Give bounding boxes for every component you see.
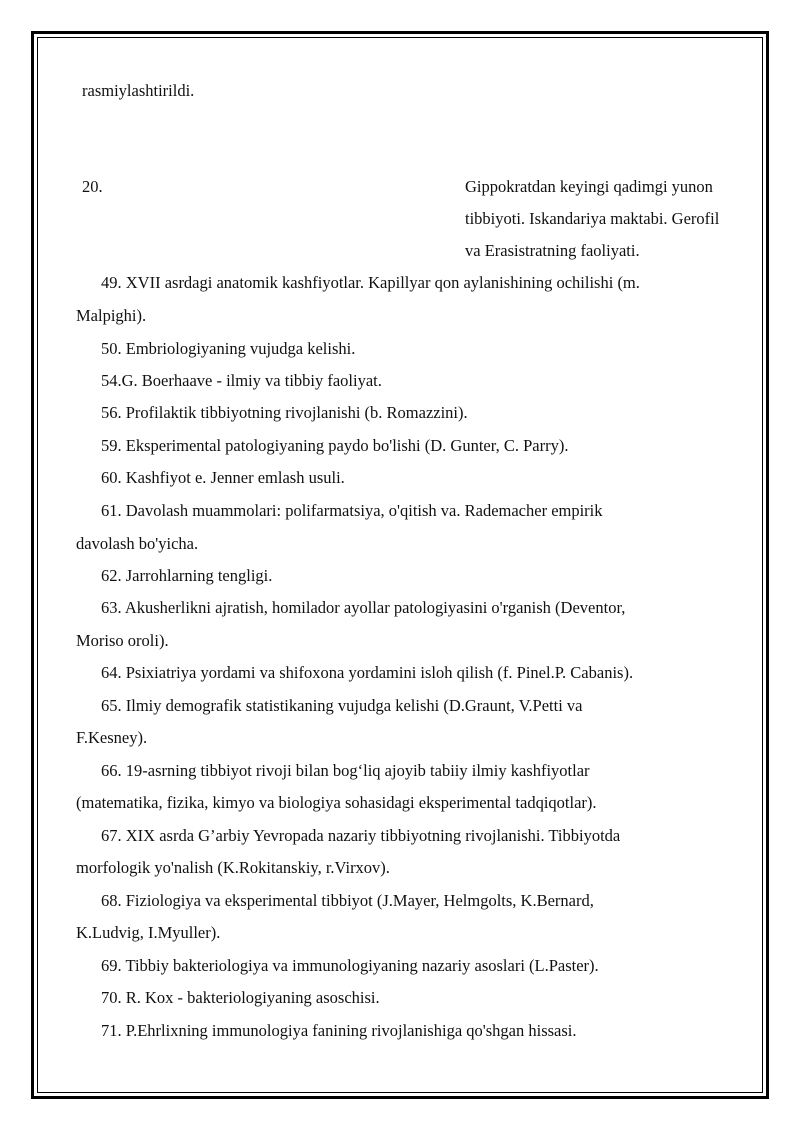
list-item-line: 49. XVII asrdagi anatomik kashfiyotlar. Kapillyar qon aylanishining ochilishi (m. bbox=[101, 273, 640, 292]
item-20-line: Gippokratdan keyingi qadimgi yunon bbox=[465, 177, 713, 196]
list-item-line: 60. Kashfiyot e. Jenner emlash usuli. bbox=[101, 468, 345, 487]
list-item-line: 66. 19-asrning tibbiyot rivoji bilan bog‘liq ajoyib tabiiy ilmiy kashfiyotlar bbox=[101, 761, 590, 780]
list-item-line: 62. Jarrohlarning tengligi. bbox=[101, 566, 273, 585]
list-item-line: 61. Davolash muammolari: polifarmatsiya, o'qitish va. Rademacher empirik bbox=[101, 501, 603, 520]
list-item-line: Moriso oroli). bbox=[76, 631, 169, 650]
list-item-line: 71. P.Ehrlixning immunologiya fanining rivojlanishiga qo'shgan hissasi. bbox=[101, 1021, 577, 1040]
list-item-line: K.Ludvig, I.Myuller). bbox=[76, 923, 221, 942]
list-item-line: 69. Tibbiy bakteriologiya va immunologiyaning nazariy asoslari (L.Paster). bbox=[101, 956, 599, 975]
list-item-line: F.Kesney). bbox=[76, 728, 148, 747]
list-item-line: 50. Embriologiyaning vujudga kelishi. bbox=[101, 339, 356, 358]
list-item-line: 63. Akusherlikni ajratish, homilador ayollar patologiyasini o'rganish (Deventor, bbox=[101, 598, 626, 617]
list-item-line: davolash bo'yicha. bbox=[76, 534, 199, 553]
list-item-line: 54.G. Boerhaave - ilmiy va tibbiy faoliyat. bbox=[101, 371, 382, 390]
intro-line: rasmiylashtirildi. bbox=[82, 81, 195, 100]
item-20-line: tibbiyoti. Iskandariya maktabi. Gerofil bbox=[465, 209, 720, 228]
list-item-line: 67. XIX asrda G’arbiy Yevropada nazariy tibbiyotning rivojlanishi. Tibbiyotda bbox=[101, 826, 621, 845]
list-item-line: 56. Profilaktik tibbiyotning rivojlanishi (b. Romazzini). bbox=[101, 403, 468, 422]
list-item-line: 64. Psixiatriya yordami va shifoxona yordamini isloh qilish (f. Pinel.P. Cabanis). bbox=[101, 663, 634, 682]
item-20-number: 20. bbox=[82, 177, 103, 196]
list-item-line: 70. R. Kox - bakteriologiyaning asoschisi. bbox=[101, 988, 380, 1007]
list-item-line: Malpighi). bbox=[76, 306, 147, 325]
list-item-line: 68. Fiziologiya va eksperimental tibbiyot (J.Mayer, Helmgolts, K.Bernard, bbox=[101, 891, 594, 910]
list-item-line: 65. Ilmiy demografik statistikaning vujudga kelishi (D.Graunt, V.Petti va bbox=[101, 696, 583, 715]
list-item-line: (matematika, fizika, kimyo va biologiya sohasidagi eksperimental tadqiqotlar). bbox=[76, 793, 597, 812]
item-20-line: va Erasistratning faoliyati. bbox=[465, 241, 640, 260]
list-item-line: 59. Eksperimental patologiyaning paydo bo'lishi (D. Gunter, C. Parry). bbox=[101, 436, 569, 455]
list-item-line: morfologik yo'nalish (K.Rokitanskiy, r.Virxov). bbox=[76, 858, 390, 877]
